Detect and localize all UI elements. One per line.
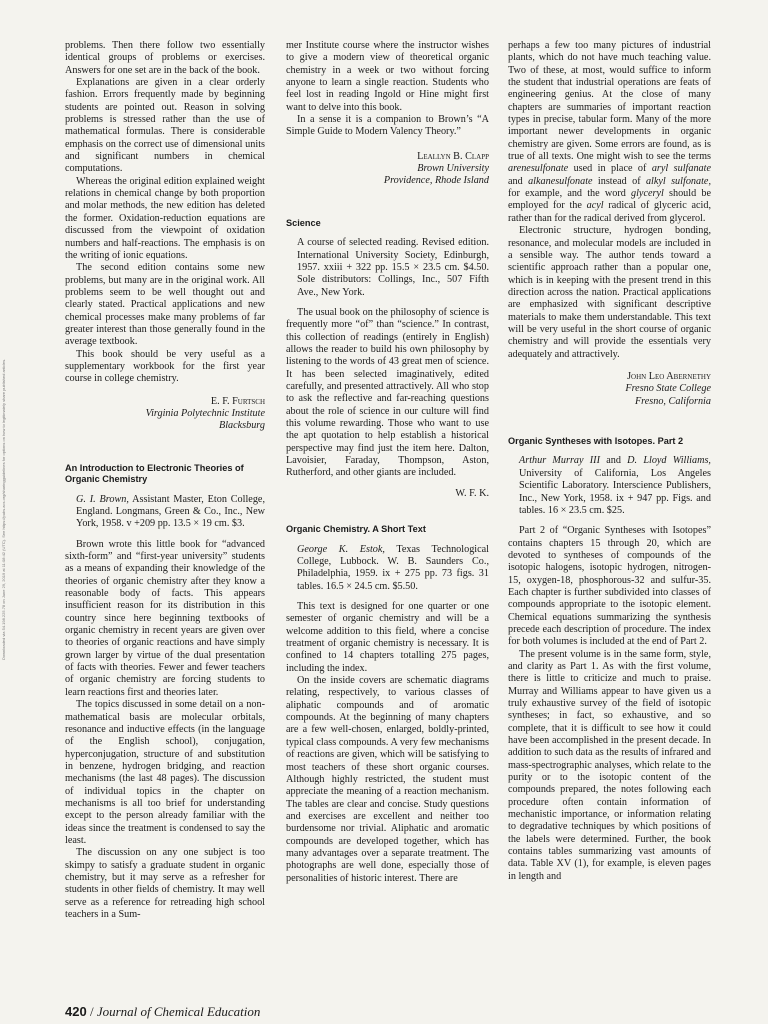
margin-download-note xyxy=(1,360,11,660)
italic-term: aryl sulfanate xyxy=(651,163,712,175)
paragraph: Explanations are given in a clear orderly fashion. Errors frequently made by beginning students are pointed out. Reason in solving problems is stressed rather than the use of mathematical formulas. There is considerable emphasis on the correct use of dimensional units and significant numbers in chemical computations. xyxy=(65,77,265,175)
review-heading: An Introduction to Electronic Theories of Organic Chemistry xyxy=(65,462,244,485)
paragraph: This text is designed for one quarter or one semester of organic chemistry and will be a welcome addition to this field, where a concise treatment of organic chemistry is necessary. It is confined to 14 chapters totalling 275 pages, including the index. xyxy=(286,601,489,674)
paragraph: Part 2 of “Organic Syntheses with Isotopes” contains chapters 15 through 20, which are devoted to syntheses of compounds of the isotopic halogens, isotopic hydrogen, nitrogen-15, oxygen-18, phosphorous-32 and sulfur-35. Each chapter is further subdivided into classes of compounds appropriate to the isotopic element. Chemical equations summarizing the synthesis precede each description of procedure. The index for both volumes is included at the end of Part 2. xyxy=(508,525,711,648)
page-number: 420 xyxy=(65,1004,87,1019)
reviewer-name: John Leo Abernethy xyxy=(627,370,711,382)
italic-term: alkyl sulfonate, xyxy=(645,175,711,187)
reviewer-location: Fresno, California xyxy=(634,395,711,407)
text-run: radical of glyceric acid, rather than for the radical derived from glycerol. xyxy=(508,200,711,224)
paragraph: The discussion on any one subject is too skimpy to satisfy a graduate student in organic chemistry, but it may serve as a refresher for students in other fields of chemistry. It may well serve as a reference for retreading high school teachers in a Sum- xyxy=(65,847,265,920)
italic-term: glyceryl xyxy=(631,188,664,200)
reviewer-name: Leallyn B. Clapp xyxy=(417,150,489,162)
margin-note-text: Downloaded via 54.198.225.78 on June 29, 2019 at 11:08:42 (UTC). See https://pubs.acs.org/sharingguidelines for options on how to legitimately share published articles. xyxy=(1,358,6,660)
book-reference xyxy=(65,494,265,531)
reviewer-initials: W. F. K. xyxy=(455,487,489,499)
paragraph: The present volume is in the same form, style, and clarity as Part 1. As with the first volume, there is little to criticize and much to praise. Murray and Williams appear to have given us a truly exhaustive survey of the field of isotopic syntheses; in fact, so exhaustive, and so complete, that it is difficult to see how it could have been accomplished in the present decade. In addition to such data as the results of infrared and mass-spectrographic analyses, which relate to the purity or to the isotopic content of the compounds prepared, the notes following each procedure often contain information of mechanistic importance, or information relating to degradative techniques by which positions of the labels were determined. Further, the book contains tables summarizing vast amounts of data. Table XV (1), for example, is eleven pages in length and xyxy=(508,648,711,882)
reviewer-institution: Fresno State College xyxy=(625,383,711,395)
reviewer-location: Blacksburg xyxy=(218,420,265,432)
reviewer-signature xyxy=(286,151,489,188)
book-author: George K. Estok, xyxy=(297,543,385,555)
book-reference xyxy=(508,455,711,517)
paragraph: This book should be very useful as a supplementary workbook for the first year course in college chemistry. xyxy=(65,348,265,385)
book-author: G. I. Brown, xyxy=(76,493,129,505)
paragraph: problems. Then there follow two essentially identical groups of problems or exercises. Answers for one set are in the back of the book. xyxy=(65,40,265,76)
book-author: D. Lloyd Williams, xyxy=(627,455,711,467)
paragraph: Whereas the original edition explained weight relations in chemical change by both proportion and molar methods, the new edition has deleted the former. Oxidation-reduction equations are discussed from the viewpoint of oxidation numbers and half-reactions. The emphasis is on the writing of ionic equations. xyxy=(65,175,265,261)
footer-separator: / xyxy=(86,1004,97,1019)
italic-term: alkanesulfonate xyxy=(528,175,593,187)
reviewer-name: E. F. Furtsch xyxy=(210,395,265,407)
italic-term: acyl xyxy=(586,200,604,212)
reviewer-signature xyxy=(508,371,711,408)
review-heading: Organic Chemistry. A Short Text xyxy=(286,524,426,535)
paragraph: The topics discussed in some detail on a non-mathematical basis are molecular orbitals, resonance and inductive effects (in the language of the English school), conjugation, hyperconjugation, structure of and substitution in benzene, hydrogen bridging, and reaction mechanisms (the last 48 pages). The discussion of individual topics in the chapter on mechanisms is all too brief for understanding except to the person already familiar with the ideas since the treatment is condensed to say the least. xyxy=(65,699,265,846)
text-run: instead of xyxy=(592,175,646,187)
paragraph: mer Institute course where the instructor wishes to give a modern view of theoretical organic chemistry in a week or two without forcing anyone to learn a single reaction. Students who feel lost in reading Ingold or Hine might first want to delve into this book. xyxy=(286,40,489,113)
book-author: Arthur Murray III xyxy=(519,455,600,467)
book-details: Texas Technological College, Lubbock. W. B. Saunders Co., Philadelphia, 1959. ix + 275 pp. 73 figs. 31 tables. 16.5 × 24.5 cm. $5.50. xyxy=(297,543,489,592)
review-heading: Organic Syntheses with Isotopes. Part 2 xyxy=(508,435,684,446)
paragraph: Electronic structure, hydrogen bonding, resonance, and molecular models are included in a sensible way. The author tends toward a scientific approach rather than a popular one, which is in keeping with the present trend in this direction across the nation. Practical applications are emphasized with significant descriptive materials to make them understandable. This text will be very useful in the short course of organic chemistry and will provide the essentials very adequately and attractively. xyxy=(508,225,711,360)
text-run: and xyxy=(508,175,529,187)
page-footer xyxy=(65,1004,260,1020)
text-run: and xyxy=(599,455,628,467)
book-details: University of California, Los Angeles Scientific Laboratory. Interscience Publishers, Inc., New York, 1958. ix + 947 pp. Figs. and tables. 16 × 23.5 cm. $25. xyxy=(519,467,711,516)
paragraph: The second edition contains some new problems, but many are in the original work. All problems seem to be well thought out and clearly stated. Practical applications and new chemical processes make many problems of far greater interest than those generally found in the average textbook. xyxy=(65,262,265,348)
text-run: used in place of xyxy=(568,163,652,175)
paragraph: In a sense it is a companion to Brown’s “A Simple Guide to Modern Valency Theory.” xyxy=(286,114,489,138)
italic-term: arenesulfonate xyxy=(508,163,569,175)
book-reference: A course of selected reading. Revised edition. International University Society, Edinburgh, 1957. xxiii + 322 pp. 15.5 × 23.5 cm. $4.50. Sole distributors: Collings, Inc., 507 Fifth Ave., New York. xyxy=(297,237,489,298)
review-heading: Science xyxy=(286,217,321,228)
text-run: for example, and the word xyxy=(508,188,631,200)
journal-name: Journal of Chemical Education xyxy=(96,1004,261,1019)
paragraph: On the inside covers are schematic diagrams relating, respectively, to various classes of aliphatic compounds and of aromatic compounds. At the beginning of many chapters are a few well-chosen, enlarged, boldly-printed, typical class compounds. A very few mechanisms of reactions are given, which will be satisfying to most teachers of these short organic courses. Although highly restricted, the student must appreciate the meaning of a reaction mechanism. The tables are clear and concise. Study questions and exercises are excellent and neither too burdensome nor trivial. Aliphatic and aromatic compounds are developed together, which has many advantages over a separate treatment. The photographs are well done, especially those of personalities of historic interest. There are xyxy=(286,675,489,884)
text-run: perhaps a few too many pictures of industrial plants, which do not have much teaching value. Two of these, at most, would suffice to inform the student that industrial operations are feats of engineering genius. At the close of many chapters are summaries of important reaction types in precise, tabular form. Many of the more important newer developments in organic chemistry are given. Some errors are found, as is true of all texts. One might wish to see the terms xyxy=(508,40,711,163)
book-details: Assistant Master, Eton College, England. Longmans, Green & Co., Inc., New York, 1958. v +209 pp. 13.5 × 19 cm. $3. xyxy=(76,493,265,530)
column-3 xyxy=(508,40,711,883)
book-reference xyxy=(286,544,489,593)
reviewer-signature xyxy=(65,396,265,433)
text-run: should be employed for the xyxy=(508,188,711,212)
paragraph: Brown wrote this little book for “advanced sixth-form” and “first-year university” students as a means of expanding their knowledge of the theories of organic chemistry after they know a reasonable body of facts. This appears insufficient reason for its distribution in this country since here beginning textbooks of organic chemistry in recent years are given over to theories of organic reactions and have simply grown larger by virtue of the dual presentation of facts with theories. Fewer and fewer teachers of organic chemistry are forcing students to learn reactions first and theories later. xyxy=(65,538,265,698)
column-1 xyxy=(65,40,265,921)
reviewer-institution: Brown University xyxy=(417,163,489,175)
paragraph: The usual book on the philosophy of science is frequently more “of” than “science.” In contrast, this collection of readings (entirely in English) allows the reader to build his own philosophy by listening to the words of 43 great men of science. It has been selected imaginatively, edited carefully, and presented attractively. All who stop to ask the reflective and far-reaching questions about the role of science in our culture will find this volume rewarding. Those who want to use the apt quotation to help establish a historical perspective may find just the item here. Dalton, Lavoisier, Faraday, Thompson, Aston, Rutherford, and other giants are included. xyxy=(286,307,489,479)
reviewer-institution: Virginia Polytechnic Institute xyxy=(145,407,265,419)
column-2 xyxy=(286,40,489,885)
paragraph xyxy=(508,40,711,225)
reviewer-location: Providence, Rhode Island xyxy=(383,175,489,187)
